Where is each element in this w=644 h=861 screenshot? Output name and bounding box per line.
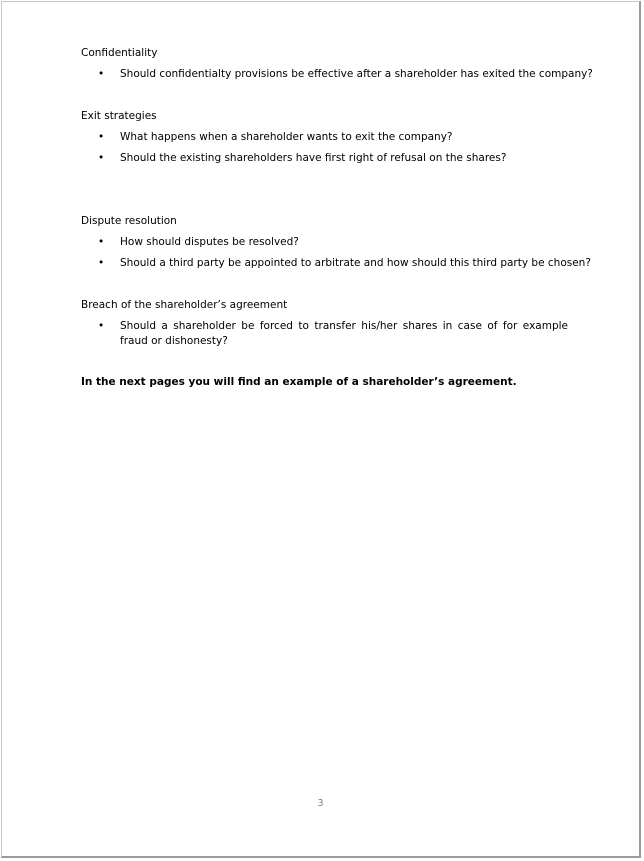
bullet-text: Should a shareholder be forced to transfer his/her shares in case of for example fraud or dishonesty? <box>120 320 568 347</box>
bullet-text: What happens when a shareholder wants to exit the company? <box>120 131 453 143</box>
section-heading-exit-strategies: Exit strategies <box>81 110 157 122</box>
closing-statement: In the next pages you will find an example of a shareholder’s agreement. <box>81 376 517 388</box>
section-heading-breach: Breach of the shareholder’s agreement <box>81 299 288 311</box>
bullet-text: Should the existing shareholders have first right of refusal on the shares? <box>120 152 507 164</box>
bullet-dot: • <box>98 257 105 269</box>
bullet-dot: • <box>98 131 105 143</box>
bullet-dot: • <box>98 152 105 164</box>
bullet-item <box>98 235 568 250</box>
bullet-text: Should a third party be appointed to arbitrate and how should this third party be chosen? <box>120 257 591 269</box>
bullet-text: How should disputes be resolved? <box>120 236 299 248</box>
bullet-dot: • <box>98 68 105 80</box>
bullet-item <box>98 319 568 349</box>
bullet-item <box>98 67 593 82</box>
bullet-item <box>98 256 591 271</box>
document-page <box>1 1 641 858</box>
section-heading-dispute-resolution: Dispute resolution <box>81 215 177 227</box>
page-number: 3 <box>317 798 324 809</box>
bullet-dot: • <box>98 320 105 332</box>
section-heading-confidentiality: Confidentiality <box>81 47 158 59</box>
bullet-text: Should confidentialty provisions be effective after a shareholder has exited the company? <box>120 68 593 80</box>
bullet-item <box>98 130 568 145</box>
bullet-dot: • <box>98 236 105 248</box>
bullet-item <box>98 151 568 166</box>
